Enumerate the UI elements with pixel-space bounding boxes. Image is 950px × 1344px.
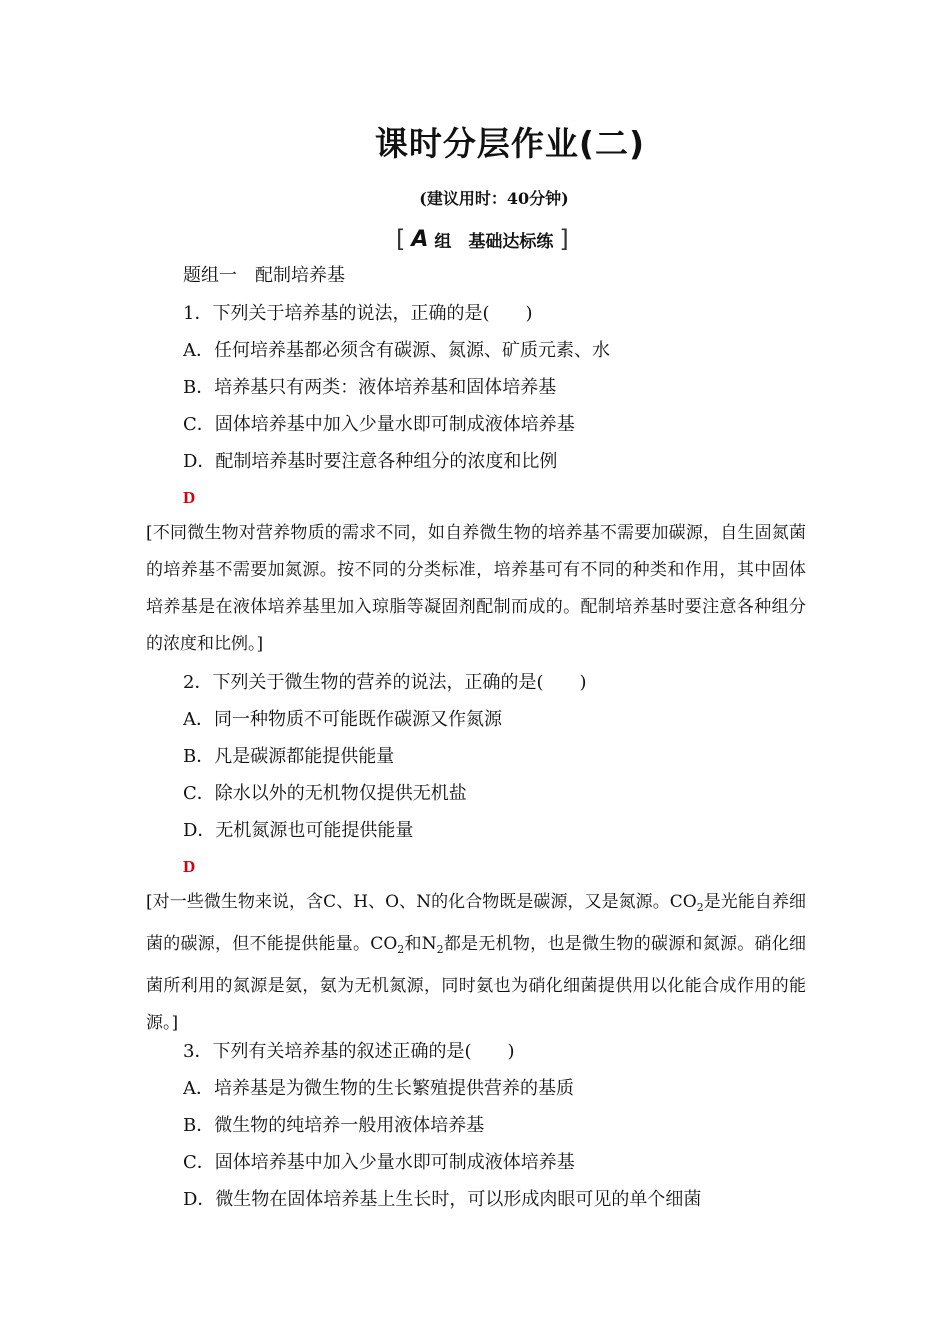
suggested-time: (建议用时：40分钟): [419, 189, 569, 208]
group-heading: [396, 224, 569, 254]
section-heading: 题组一 配制培养基: [183, 265, 345, 286]
question-2-option-a: A．同一种物质不可能既作碳源又作氮源: [183, 709, 502, 730]
question-2-option-b: B．凡是碳源都能提供能量: [183, 746, 395, 767]
question-2-option-d: D．无机氮源也可能提供能量: [183, 820, 414, 841]
question-2-explanation: [对一些微生物来说，含C、H、O、N的化合物既是碳源，又是氮源。$CO_2$是光能自养细菌的碳源，但不能提供能量。$CO_2$和$N_2$都是无机物，也是微生物的碳源和氮源。硝化细菌所利用的氮源是氨，氨为无机氮源，同时氨也为硝化细菌提供用以化能合成作用的能源。]: [146, 892, 807, 1033]
question-3-option-c: C．固体培养基中加入少量水即可制成液体培养基: [183, 1152, 575, 1173]
right-bracket-icon: ]: [559, 225, 569, 253]
group-label-text: 组 基础达标练: [434, 231, 554, 252]
question-1-option-c: C．固体培养基中加入少量水即可制成液体培养基: [183, 414, 575, 435]
question-3-option-a: A．培养基是为微生物的生长繁殖提供营养的基质: [183, 1078, 574, 1099]
question-3-option-d: D．微生物在固体培养基上生长时，可以形成肉眼可见的单个细菌: [183, 1189, 702, 1210]
question-1-option-d: D．配制培养基时要注意各种组分的浓度和比例: [183, 451, 558, 472]
left-bracket-icon: [: [396, 225, 406, 253]
group-badge: A: [411, 226, 429, 252]
question-3-option-b: B．微生物的纯培养一般用液体培养基: [183, 1115, 485, 1136]
question-1-option-a: A．任何培养基都必须含有碳源、氮源、矿质元素、水: [183, 340, 610, 361]
question-1-explanation: [不同微生物对营养物质的需求不同，如自养微生物的培养基不需要加碳源，自生固氮菌的培养基不需要加氮源。按不同的分类标准，培养基可有不同的种类和作用，其中固体培养基是在液体培养基里加入琼脂等凝固剂配制而成的。配制培养基时要注意各种组分的浓度和比例。]: [146, 523, 806, 654]
question-2-answer: D: [183, 857, 196, 876]
question-1-stem: 1．下列关于培养基的说法，正确的是( ): [183, 303, 533, 324]
question-1-option-b: B．培养基只有两类：液体培养基和固体培养基: [183, 377, 557, 398]
question-2-option-c: C．除水以外的无机物仅提供无机盐: [183, 783, 467, 804]
question-3-stem: 3．下列有关培养基的叙述正确的是( ): [183, 1041, 515, 1062]
page-title: 课时分层作业(二): [374, 124, 646, 163]
question-2-stem: 2．下列关于微生物的营养的说法，正确的是( ): [183, 672, 587, 693]
question-1-answer: D: [183, 488, 196, 507]
